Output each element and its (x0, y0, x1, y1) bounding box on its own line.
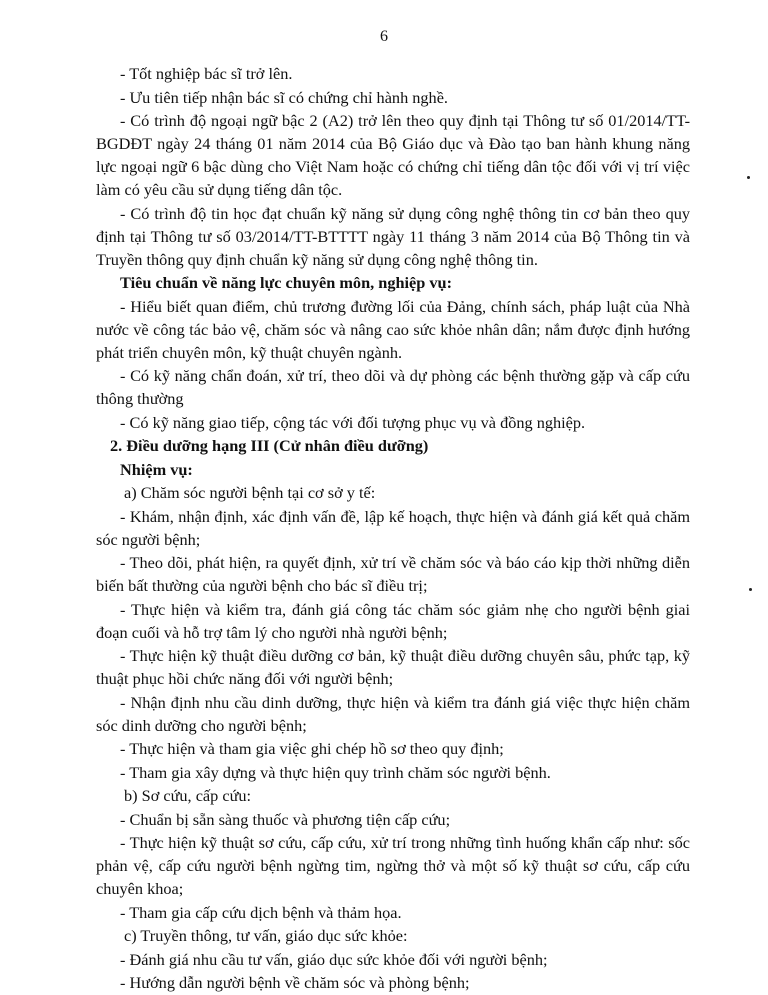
subsection-heading: a) Chăm sóc người bệnh tại cơ sở y tế: (124, 483, 376, 502)
heading-duties: Nhiệm vụ: (120, 459, 193, 479)
paragraph: - Có trình độ ngoại ngữ bậc 2 (A2) trở lên theo quy định tại Thông tư số 01/2014/TT-BGDĐT ngày 24 tháng 01 năm 2014 của Bộ Giáo dục và Đào tạo ban hành khung năng lực ngoại ngữ 6 bậc dùng cho Việt Nam hoặc có chứng chỉ tiếng dân tộc đối với vị trí việc làm có yêu cầu sử dụng tiếng dân tộc. (96, 111, 690, 199)
paragraph: - Nhận định nhu cầu dinh dưỡng, thực hiện và kiểm tra đánh giá việc thực hiện chăm sóc dinh dưỡng cho người bệnh; (96, 692, 690, 735)
paragraph: - Khám, nhận định, xác định vấn đề, lập kế hoạch, thực hiện và đánh giá kết quả chăm sóc người bệnh; (96, 506, 690, 549)
paragraph: - Tham gia cấp cứu dịch bệnh và thảm họa. (120, 902, 402, 922)
paragraph: - Có trình độ tin học đạt chuẩn kỹ năng sử dụng công nghệ thông tin cơ bản theo quy định tại Thông tư số 03/2014/TT-BTTTT ngày 11 tháng 3 năm 2014 của Bộ Thông tin và Truyền thông quy định chuẩn kỹ năng sử dụng công nghệ thông tin. (96, 203, 690, 269)
section-heading: 2. Điều dưỡng hạng III (Cử nhân điều dưỡng) (110, 436, 429, 455)
paragraph: - Thực hiện kỹ thuật điều dưỡng cơ bản, kỹ thuật điều dưỡng chuyên sâu, phức tạp, kỹ thuật phục hồi chức năng đối với người bệnh; (96, 646, 690, 688)
paragraph: - Theo dõi, phát hiện, ra quyết định, xử trí về chăm sóc và báo cáo kịp thời những diễn biến bất thường của người bệnh cho bác sĩ điều trị; (96, 553, 690, 595)
paragraph: - Có kỹ năng giao tiếp, cộng tác với đối tượng phục vụ và đồng nghiệp. (120, 412, 586, 432)
subsection-heading: b) Sơ cứu, cấp cứu: (124, 786, 252, 805)
page-number: 6 (380, 28, 388, 45)
paragraph: - Đánh giá nhu cầu tư vấn, giáo dục sức khỏe đối với người bệnh; (120, 949, 548, 969)
document-body (96, 62, 690, 995)
paragraph: - Có kỹ năng chẩn đoán, xử trí, theo dõi và dự phòng các bệnh thường gặp và cấp cứu thông thường (96, 366, 690, 408)
paragraph: - Thực hiện kỹ thuật sơ cứu, cấp cứu, xử trí trong những tình huống khẩn cấp như: sốc phản vệ, cấp cứu người bệnh ngừng tim, ngừng thở và một số kỹ thuật sơ cứu, cấp cứu chuyên khoa; (96, 833, 690, 898)
scan-speck (749, 588, 752, 591)
paragraph: - Thực hiện và tham gia việc ghi chép hồ sơ theo quy định; (120, 739, 504, 758)
paragraph: - Thực hiện và kiểm tra, đánh giá công tác chăm sóc giảm nhẹ cho người bệnh giai đoạn cuối và hỗ trợ tâm lý cho người nhà người bệnh; (96, 599, 690, 642)
paragraph: - Hiểu biết quan điểm, chủ trương đường lối của Đảng, chính sách, pháp luật của Nhà nước về công tác bảo vệ, chăm sóc và nâng cao sức khỏe nhân dân; nắm được định hướng phát triển chuyên môn, kỹ thuật chuyên ngành. (96, 296, 690, 362)
paragraph: - Tham gia xây dựng và thực hiện quy trình chăm sóc người bệnh. (120, 762, 551, 782)
subsection-heading: c) Truyền thông, tư vấn, giáo dục sức khỏe: (124, 926, 408, 945)
paragraph: - Hướng dẫn người bệnh về chăm sóc và phòng bệnh; (120, 973, 470, 992)
paragraph: - Chuẩn bị sẵn sàng thuốc và phương tiện cấp cứu; (120, 809, 451, 829)
heading-professional-standards: Tiêu chuẩn về năng lực chuyên môn, nghiệp vụ: (120, 273, 453, 292)
paragraph: - Tốt nghiệp bác sĩ trở lên. (120, 64, 293, 83)
scan-speck (747, 176, 750, 179)
paragraph: - Ưu tiên tiếp nhận bác sĩ có chứng chỉ hành nghề. (120, 87, 448, 107)
